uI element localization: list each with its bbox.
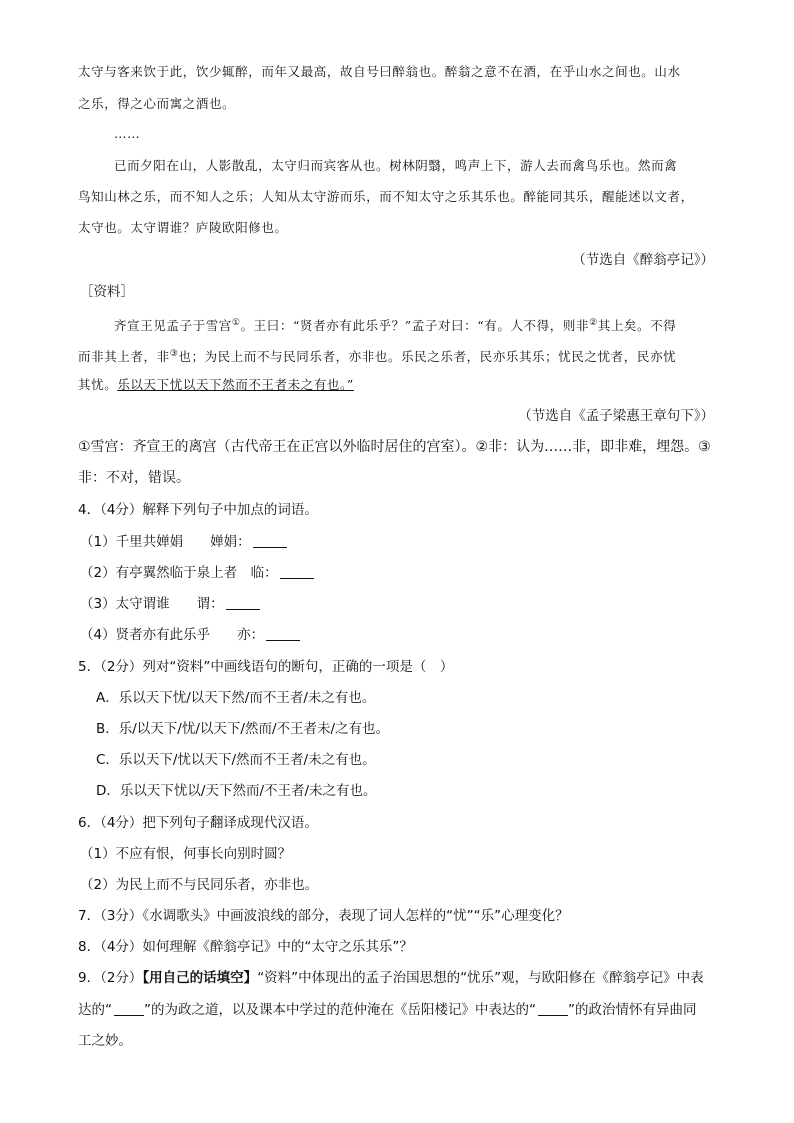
item-text: （3）太守谓谁 谓： bbox=[80, 596, 224, 612]
answer-blank[interactable] bbox=[280, 564, 314, 579]
footnote-marker: ① bbox=[231, 318, 241, 328]
answer-blank[interactable] bbox=[226, 595, 260, 610]
question-item: （1）不应有恨，何事长向别时圆？ bbox=[80, 846, 292, 862]
footnotes: 非：不对，错误。 bbox=[78, 470, 190, 486]
passage-line: 已而夕阳在山，人影散乱，太守归而宾客从也。树林阴翳，鸣声上下，游人去而禽鸟乐也。然而禽 bbox=[114, 158, 678, 173]
option-b[interactable]: B．乐/以天下/忧/以天下/然而/不王者未/之有也。 bbox=[96, 721, 390, 737]
question-text: “资料”中体现出的孟子治国思想的“忧乐”观，与欧阳修在《醉翁亭记》中表 bbox=[257, 970, 704, 986]
question-item bbox=[80, 563, 314, 583]
underlined-sentence: 乐以天下忧以天下然而不王者未之有也。” bbox=[117, 377, 354, 392]
question-7: 7．（3分）《水调歌头》中画波浪线的部分，表现了词人怎样的“忧”“乐”心理变化？ bbox=[78, 908, 569, 924]
material-heading: ［资料］ bbox=[80, 284, 134, 300]
passage-source: （节选自《醉翁亭记》） bbox=[572, 252, 714, 268]
passage-line: 太守也。太守谓谁？庐陵欧阳修也。 bbox=[78, 220, 288, 235]
question-text-line: 工之妙。 bbox=[78, 1033, 132, 1049]
material-text: 而非其上者，非 bbox=[78, 349, 170, 365]
item-text: （4）贤者亦有此乐乎 亦： bbox=[80, 627, 265, 643]
question-item bbox=[80, 532, 287, 552]
passage-line: 太守与客来饮于此，饮少辄醉，而年又最高，故自号曰醉翁也。醉翁之意不在酒，在乎山水之间也。山水 bbox=[78, 64, 681, 79]
question-instruction: 【用自己的话填空】 bbox=[142, 970, 258, 986]
question-item: （2）为民上而不与民同乐者，亦非也。 bbox=[80, 877, 319, 893]
question-stem: 4．（4分）解释下列句子中加点的词语。 bbox=[78, 502, 318, 518]
material-line bbox=[114, 313, 676, 336]
question-text: ”的为政之道，以及课本中学过的范仲淹在《岳阳楼记》中表达的“ bbox=[144, 1002, 536, 1018]
question-item bbox=[80, 594, 260, 614]
passage-line: 鸟知山林之乐，而不知人之乐；人知从太守游而乐，而不知太守之乐其乐也。醉能同其乐，醒能述以文者， bbox=[78, 189, 694, 204]
option-d[interactable]: D．乐以天下忧以/天下然而/不王者/未之有也。 bbox=[96, 783, 377, 799]
material-text: 其上矣。不得 bbox=[597, 318, 677, 334]
answer-blank[interactable] bbox=[538, 1001, 568, 1016]
footnote-marker: ② bbox=[589, 318, 598, 328]
footnote-marker: ③ bbox=[169, 349, 179, 359]
answer-blank[interactable] bbox=[114, 1001, 144, 1016]
material-source: （节选自《孟子梁惠王章句下》） bbox=[518, 408, 714, 424]
material-line bbox=[78, 344, 676, 367]
question-stem bbox=[78, 968, 704, 988]
question-number: 9．（2分） bbox=[78, 970, 143, 986]
passage-line: 之乐，得之心而寓之酒也。 bbox=[78, 96, 236, 111]
question-text: 达的“ bbox=[78, 1002, 112, 1018]
material-text: 齐宣王见孟子于雪宫 bbox=[114, 318, 232, 334]
item-text: （1）千里共婵娟 婵娟： bbox=[80, 534, 251, 550]
passage-ellipsis: …… bbox=[114, 126, 141, 141]
answer-blank[interactable] bbox=[266, 626, 300, 641]
material-text: 。王曰：“贤者亦有此乐乎？”孟子对曰：“有。人不得，则非 bbox=[240, 318, 590, 334]
material-text: 其忧。 bbox=[78, 377, 118, 392]
question-text-line bbox=[78, 1000, 697, 1020]
material-line bbox=[78, 375, 354, 395]
option-c[interactable]: C．乐以天下/忧以天下/然而不王者/未之有也。 bbox=[96, 752, 376, 768]
answer-blank[interactable] bbox=[253, 533, 287, 548]
footnotes: ①雪宫：齐宣王的离宫（古代帝王在正宫以外临时居住的宫室）。②非：认为……非，即非难，埋怨。③ bbox=[78, 439, 711, 455]
option-a[interactable]: A．乐以天下忧/以天下然/而不王者/未之有也。 bbox=[96, 690, 376, 706]
item-text: （2）有亭翼然临于泉上者 临： bbox=[80, 565, 278, 581]
material-text: 也；为民上而不与民同乐者，亦非也。乐民之乐者，民亦乐其乐；忧民之忧者，民亦忧 bbox=[178, 349, 677, 365]
question-item bbox=[80, 625, 300, 645]
question-text: ”的政治情怀有异曲同 bbox=[568, 1002, 697, 1018]
question-stem: 5．（2分）列对“资料”中画线语句的断句，正确的一项是（ ） bbox=[78, 659, 454, 675]
question-8: 8．（4分）如何理解《醉翁亭记》中的“太守之乐其乐”？ bbox=[78, 939, 413, 955]
question-stem: 6．（4分）把下列句子翻译成现代汉语。 bbox=[78, 815, 318, 831]
